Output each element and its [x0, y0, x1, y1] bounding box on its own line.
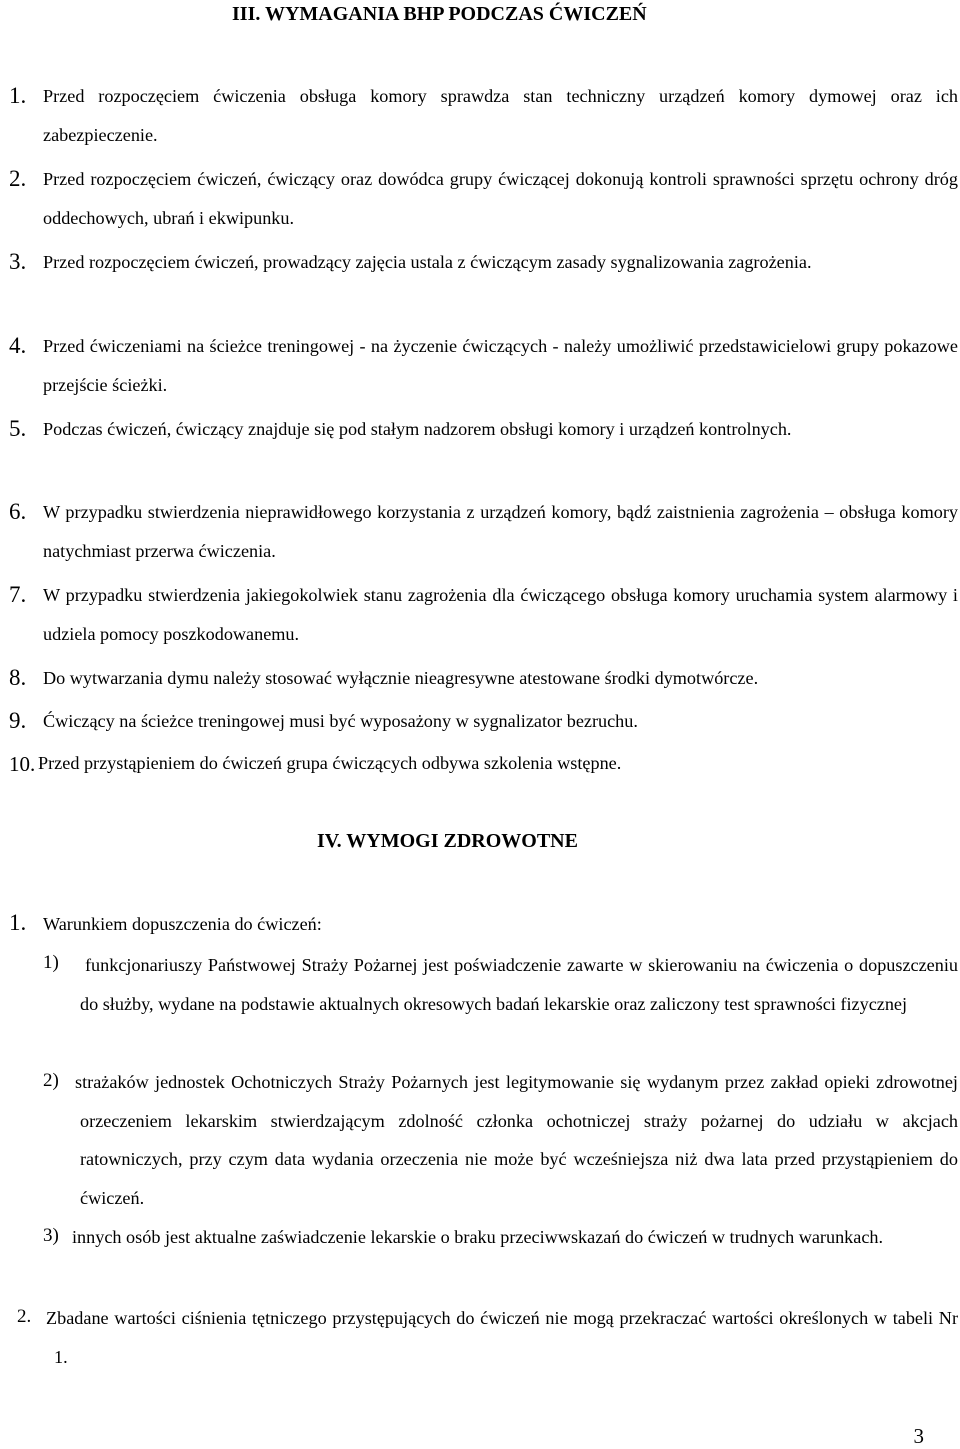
list-item: Przed przystąpieniem do ćwiczeń grupa ćwiczących odbywa szkolenia wstępne.: [38, 753, 622, 773]
item-number: 1.: [9, 83, 27, 108]
list-item: Warunkiem dopuszczenia do ćwiczeń:: [43, 914, 322, 934]
item-number: 7.: [9, 582, 27, 607]
page-number: 3: [913, 1424, 924, 1448]
item-number: 1.: [9, 910, 27, 935]
item-number: 2.: [9, 166, 27, 191]
list-item: Do wytwarzania dymu należy stosować wyłącznie nieagresywne atestowane środki dymotwórcze.: [43, 668, 759, 688]
list-item: Zbadane wartości ciśnienia tętniczego przystępujących do ćwiczeń nie mogą przekraczać wartości określonych w tabeli Nr 1.: [46, 1308, 958, 1367]
sub-list-item: strażaków jednostek Ochotniczych Straży Pożarnych jest legitymowanie się wydanym przez zakład opieki zdrowotnej orzeczeniem lekarskim stwierdzającym zdolność członka ochotniczej straży pożarnej do udziału w akcjach ratowniczych, przy czym data wydania orzeczenia nie może być wcześniejsza niż dwa lata przed przystąpieniem do ćwiczeń.: [75, 1072, 958, 1209]
section-4-heading: IV. WYMOGI ZDROWOTNE: [317, 830, 578, 852]
sub-list-item: innych osób jest aktualne zaświadczenie lekarskie o braku przeciwwskazań do ćwiczeń w trudnych warunkach.: [72, 1227, 884, 1247]
section-3-heading: III. WYMAGANIA BHP PODCZAS ĆWICZEŃ: [232, 3, 647, 25]
sub-item-number: 3): [43, 1225, 59, 1246]
sub-list-item: funkcjonariuszy Państwowej Straży Pożarnej jest poświadczenie zawarte w skierowaniu na ćwiczenia o dopuszczeniu do służby, wydane na podstawie aktualnych okresowych badań lekarskie oraz zaliczony test sprawności fizycznej: [80, 955, 958, 1014]
list-item: Podczas ćwiczeń, ćwiczący znajduje się pod stałym nadzorem obsługi komory i urządzeń kontrolnych.: [43, 419, 792, 439]
list-item: Przed rozpoczęciem ćwiczenia obsługa komory sprawdza stan techniczny urządzeń komory dymowej oraz ich zabezpieczenie.: [43, 86, 958, 145]
list-item: W przypadku stwierdzenia nieprawidłowego korzystania z urządzeń komory, bądź zaistnienia zagrożenia – obsługa komory natychmiast przerwa ćwiczenia.: [43, 502, 958, 561]
list-item: Przed rozpoczęciem ćwiczeń, ćwiczący oraz dowódca grupy ćwiczącej dokonują kontroli sprawności sprzętu ochrony dróg oddechowych, ubrań i ekwipunku.: [43, 169, 958, 228]
sub-item-number: 2): [43, 1070, 59, 1091]
item-number: 10.: [9, 752, 36, 776]
item-number: 2.: [17, 1306, 32, 1327]
item-number: 4.: [9, 333, 27, 358]
item-number: 5.: [9, 416, 27, 441]
item-number: 3.: [9, 249, 27, 274]
list-item: Ćwiczący na ścieżce treningowej musi być wyposażony w sygnalizator bezruchu.: [43, 711, 638, 731]
sub-item-number: 1): [43, 952, 59, 973]
item-number: 6.: [9, 499, 27, 524]
list-item: W przypadku stwierdzenia jakiegokolwiek stanu zagrożenia dla ćwiczącego obsługa komory uruchamia system alarmowy i udziela pomocy poszkodowanemu.: [43, 585, 958, 644]
list-item: Przed rozpoczęciem ćwiczeń, prowadzący zajęcia ustala z ćwiczącym zasady sygnalizowania zagrożenia.: [43, 252, 812, 272]
item-number: 9.: [9, 708, 27, 733]
list-item: Przed ćwiczeniami na ścieżce treningowej - na życzenie ćwiczących - należy umożliwić przedstawicielowi grupy pokazowe przejście ścieżki.: [43, 336, 958, 395]
item-number: 8.: [9, 665, 27, 690]
